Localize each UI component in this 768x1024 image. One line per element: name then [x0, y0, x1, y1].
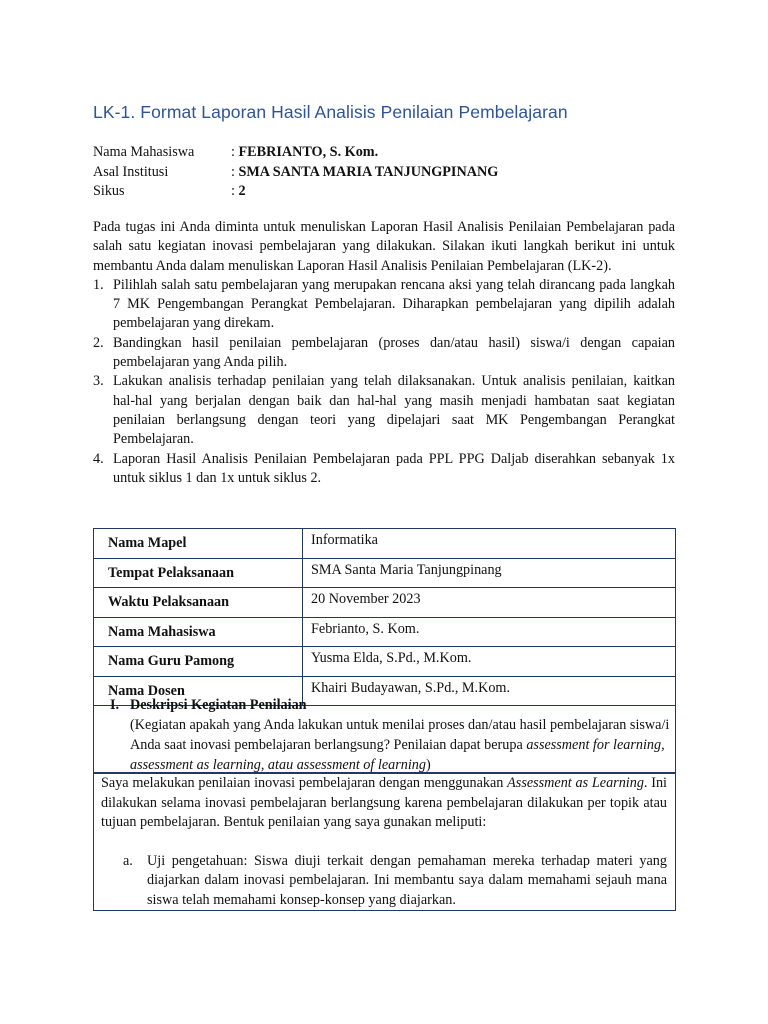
answer-text: Saya melakukan penilaian inovasi pembelajaran dengan menggunakan — [101, 775, 508, 791]
student-info — [93, 143, 498, 202]
prompt-text: (Kegiatan apakah yang Anda lakukan untuk menilai proses dan/atau hasil pembelajaran siswa/i Anda saat inovasi pembelajaran berlangsung? Penilaian dapat berupa — [130, 717, 670, 753]
step-number: 1. — [93, 276, 104, 293]
separator: : — [231, 183, 239, 199]
intro-paragraph: Pada tugas ini Anda diminta untuk menuliskan Laporan Hasil Analisis Penilaian Pembelajaran pada salah satu kegiatan inovasi pembelajaran yang dilakukan. Silakan ikuti langkah berikut ini untuk membantu Anda dalam menuliskan Laporan Hasil Analisis Penilaian Pembelajaran (LK-2). — [93, 219, 675, 274]
prompt-close: ) — [425, 757, 431, 773]
table-row — [94, 647, 676, 677]
section-description — [93, 688, 676, 773]
answer-box — [93, 773, 676, 911]
step-text: Bandingkan hasil penilaian pembelajaran (proses dan/atau hasil) siswa/i dengan capaian pembelajaran yang Anda pilih. — [113, 334, 675, 371]
table-value: Informatika — [303, 529, 676, 559]
table-key: Tempat Pelaksanaan — [94, 558, 303, 588]
step-number: 3. — [93, 373, 104, 390]
answer-points — [101, 852, 667, 911]
point-text: Uji pengetahuan: Siswa diuji terkait dengan pemahaman mereka terhadap materi yang diajarkan dalam inovasi pembelajaran. Ini membantu saya dalam memahami sejauh mana siswa telah memahami konsep-konsep yang diajarkan. — [147, 852, 667, 908]
section-prompt — [110, 715, 675, 775]
section-heading-text: Deskripsi Kegiatan Penilaian — [130, 697, 307, 713]
table-value: Khairi Budayawan, S.Pd., M.Kom. — [303, 676, 676, 706]
info-value-text: SMA SANTA MARIA TANJUNGPINANG — [238, 163, 499, 180]
separator: : — [231, 144, 239, 160]
details-table — [93, 528, 676, 706]
section-heading — [110, 695, 675, 715]
step-item — [93, 334, 675, 373]
table-row — [94, 558, 676, 588]
table-key: Nama Mapel — [94, 529, 303, 559]
answer-point — [101, 852, 667, 911]
info-value-text: 2 — [238, 183, 246, 199]
step-number: 2. — [93, 334, 104, 351]
info-row-cycle — [93, 182, 498, 202]
table-row — [94, 529, 676, 559]
info-row-institution — [93, 163, 498, 183]
step-number: 4. — [93, 450, 104, 467]
answer-emphasis: Assessment as Learning — [507, 775, 644, 791]
step-item — [93, 372, 675, 449]
table-key: Nama Dosen — [94, 676, 303, 706]
document-title: LK-1. Format Laporan Hasil Analisis Penilaian Pembelajaran — [93, 102, 568, 122]
table-key: Nama Guru Pamong — [94, 647, 303, 677]
info-label: Sikus — [93, 183, 125, 199]
answer-text-rest: . Ini dilakukan selama inovasi pembelajaran berlangsung karena pembelajaran dilakukan per topik atau tujuan pembelajaran. Bentuk penilaian yang saya gunakan meliputi: — [101, 775, 667, 830]
info-value-text: FEBRIANTO, S. Kom. — [238, 144, 379, 160]
info-value — [231, 143, 378, 163]
info-label: Asal Institusi — [93, 163, 169, 180]
table-value: SMA Santa Maria Tanjungpinang — [303, 558, 676, 588]
section-number: I. — [110, 697, 120, 713]
info-value — [231, 163, 498, 183]
table-row — [94, 588, 676, 618]
table-row — [94, 617, 676, 647]
steps-list — [93, 276, 675, 488]
table-value: Febrianto, S. Kom. — [303, 617, 676, 647]
step-text: Lakukan analisis terhadap penilaian yang telah dilaksanakan. Untuk analisis penilaian, kaitkan hal-hal yang berjalan dengan baik dan hal-hal yang masih menjadi hambatan saat kegiatan penilaian berlangsung dengan teori yang dipelajari saat MK Pengembangan Perangkat Pembelajaran. — [113, 373, 675, 448]
separator: : — [231, 163, 239, 180]
table-key: Waktu Pelaksanaan — [94, 588, 303, 618]
table-value: 20 November 2023 — [303, 588, 676, 618]
info-label: Nama Mahasiswa — [93, 144, 195, 160]
info-value — [231, 182, 246, 202]
step-item — [93, 450, 675, 489]
table-value: Yusma Elda, S.Pd., M.Kom. — [303, 647, 676, 677]
instructions — [93, 218, 675, 488]
table-key: Nama Mahasiswa — [94, 617, 303, 647]
step-item — [93, 276, 675, 334]
info-row-name — [93, 143, 498, 163]
answer-paragraph — [101, 774, 667, 833]
step-text: Pilihlah salah satu pembelajaran yang merupakan rencana aksi yang telah dirancang pada langkah 7 MK Pengembangan Perangkat Pembelajaran. Diharapkan pembelajaran yang dipilih adalah pembelajaran yang direkam. — [113, 276, 675, 332]
prompt-emphasis: assessment for learning, assessment as learning, atau assessment of learning — [130, 737, 665, 773]
step-text: Laporan Hasil Analisis Penilaian Pembelajaran pada PPL PPG Daljab diserahkan sebanyak 1x untuk siklus 1 dan 1x untuk siklus 2. — [113, 450, 675, 486]
point-letter: a. — [123, 852, 133, 869]
